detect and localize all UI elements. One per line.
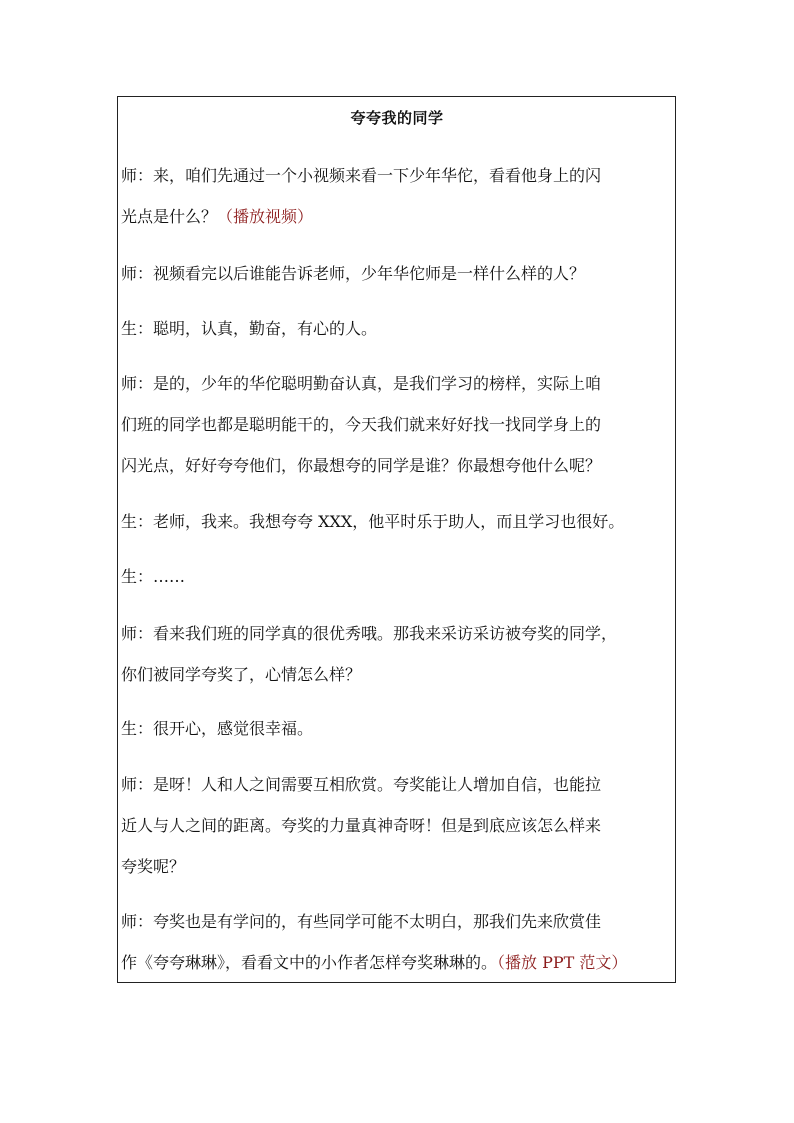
dialogue-line: 夸奖呢？ [121,857,186,876]
page-title: 夸夸我的同学 [350,109,444,127]
dialogue-line: 闪光点，好好夸夸他们，你最想夸的同学是谁？你最想夸他什么呢？ [121,456,602,475]
dialogue-line: 生：聪明，认真，勤奋，有心的人。 [121,319,378,338]
dialogue-line: 你们被同学夸奖了，心情怎么样？ [121,665,362,684]
stage-direction: （播放 PPT 范文） [497,953,628,972]
stage-direction: （播放视频） [217,207,314,226]
dialogue-text: 作《夸夸琳琳》，看看文中的小作者怎样夸奖琳琳的。 [121,953,498,972]
dialogue-line: 生：…… [121,567,186,586]
dialogue-line: 师：是呀！人和人之间需要互相欣赏。夸奖能让人增加自信，也能拉 [121,775,602,794]
dialogue-line [121,945,673,980]
dialogue-text: 光点是什么？ [121,207,218,226]
dialogue-line: 师：是的，少年的华佗聪明勤奋认真，是我们学习的榜样，实际上咱 [121,374,602,393]
dialogue-line: 生：老师，我来。我想夸夸 XXX，他平时乐于助人，而且学习也很好。 [121,512,625,531]
dialogue-line: 们班的同学也都是聪明能干的，今天我们就来好好找一找同学身上的 [121,415,602,434]
dialogue-line [121,199,673,234]
dialogue-line: 师：夸奖也是有学问的，有些同学可能不太明白，那我们先来欣赏佳 [121,912,602,931]
dialogue-line: 近人与人之间的距离。夸奖的力量真神奇呀！但是到底应该怎么样来 [121,816,602,835]
dialogue-line: 师：看来我们班的同学真的很优秀哦。那我来采访采访被夸奖的同学， [121,624,618,643]
dialogue-line: 生：很开心，感觉很幸福。 [121,719,314,738]
dialogue-line: 师：来，咱们先通过一个小视频来看一下少年华佗，看看他身上的闪 [121,166,602,185]
dialogue-line: 师：视频看完以后谁能告诉老师，少年华佗师是一样什么样的人？ [121,264,586,283]
